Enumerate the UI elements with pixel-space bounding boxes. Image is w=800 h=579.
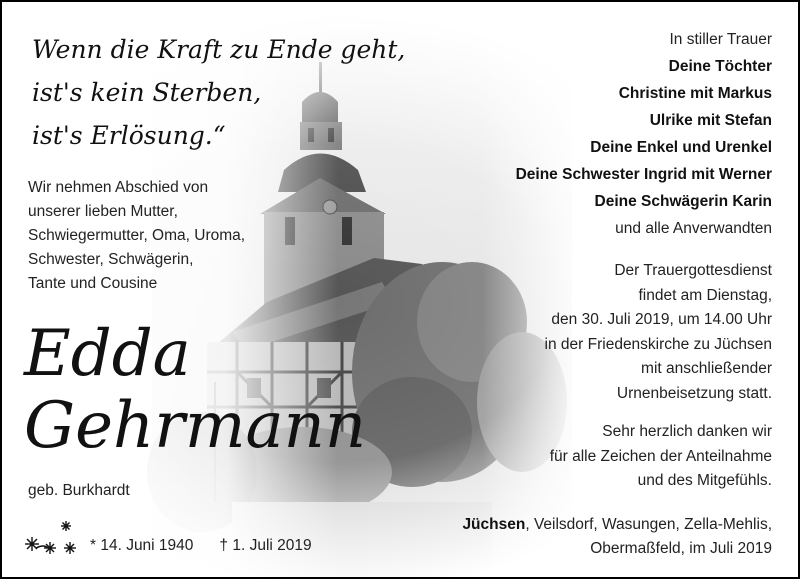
- thanks-line: und des Mitgefühls.: [637, 472, 772, 489]
- service-line: den 30. Juli 2019, um 14.00 Uhr: [551, 311, 772, 328]
- mourner-name: Deine Enkel und Urenkel: [590, 139, 772, 156]
- first-name: Edda: [24, 317, 191, 391]
- mourner-name: Christine mit Markus: [618, 85, 772, 102]
- intro-line: Schwester, Schwägerin,: [28, 251, 194, 268]
- quote-line: ist's Erlösung.“: [32, 121, 226, 150]
- intro-line: Tante und Cousine: [28, 275, 158, 292]
- quote-line: Wenn die Kraft zu Ende geht,: [32, 35, 406, 64]
- quote: [32, 28, 405, 157]
- death-date: † 1. Juli 2019: [219, 537, 312, 554]
- mourner-name: Ulrike mit Stefan: [649, 112, 772, 129]
- mourners-closing: und alle Anverwandten: [615, 220, 772, 237]
- intro-line: unserer lieben Mutter,: [28, 203, 178, 220]
- mourners-block: [516, 26, 772, 242]
- mourner-name: Deine Töchter: [668, 58, 772, 75]
- service-line: in der Friedenskirche zu Jüchsen: [544, 335, 772, 353]
- dandelion-seeds-icon: [22, 518, 80, 558]
- intro-line: Schwiegermutter, Oma, Uroma,: [28, 227, 246, 244]
- mourner-name: Deine Schwester Ingrid mit Werner: [515, 166, 772, 183]
- intro-line: Wir nehmen Abschied von: [28, 179, 209, 196]
- places-rest: , Veilsdorf, Wasungen, Zella-Mehlis,: [525, 516, 772, 533]
- places-line: [462, 513, 772, 537]
- mourner-name: Deine Schwägerin Karin: [594, 193, 772, 210]
- thanks-line: Sehr herzlich danken wir: [602, 423, 772, 440]
- thanks-text: [550, 420, 772, 494]
- birth-date: * 14. Juni 1940: [90, 537, 194, 554]
- service-info: [545, 259, 772, 406]
- mourners-intro: In stiller Trauer: [669, 31, 772, 48]
- service-line: mit anschließender: [641, 360, 772, 377]
- service-line: Urnenbeisetzung statt.: [616, 384, 772, 402]
- thanks-line: für alle Zeichen der Anteilnahme: [549, 447, 772, 465]
- place-bold: Jüchsen: [462, 516, 526, 533]
- intro-text: [28, 176, 245, 296]
- places-line-2: Obermaßfeld, im Juli 2019: [590, 539, 772, 557]
- service-line: findet am Dienstag,: [638, 286, 772, 304]
- last-name: Gehrmann: [24, 389, 367, 463]
- birth-name: geb. Burkhardt: [28, 482, 130, 499]
- service-line: Der Trauergottesdienst: [614, 262, 772, 279]
- life-dates: [90, 537, 338, 555]
- places-date: [462, 513, 772, 560]
- quote-line: ist's kein Sterben,: [32, 78, 262, 107]
